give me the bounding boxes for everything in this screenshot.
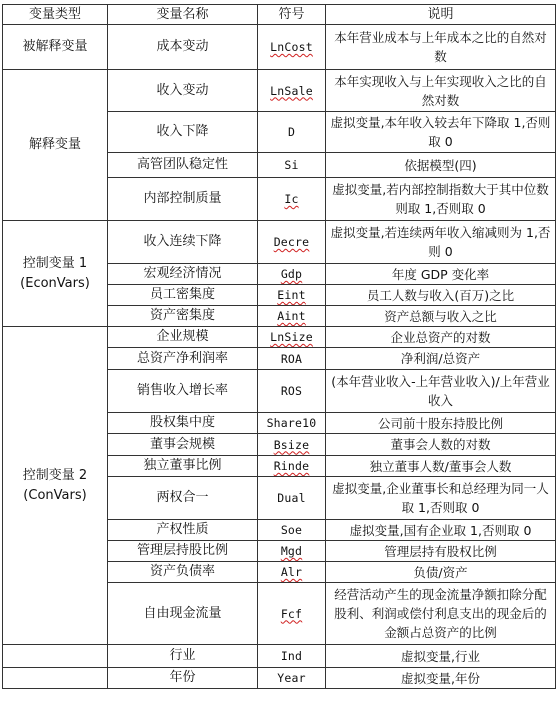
variable-description: 本年营业成本与上年成本之比的自然对数 xyxy=(326,25,556,70)
spellcheck-underline: Aint xyxy=(277,309,306,323)
variable-name: 资产负债率 xyxy=(108,562,258,583)
variable-name: 员工密集度 xyxy=(108,285,258,306)
variable-symbol xyxy=(258,306,326,327)
header-symbol: 符号 xyxy=(258,5,326,25)
variable-name: 销售收入增长率 xyxy=(108,370,258,413)
header-row xyxy=(3,5,556,25)
spellcheck-underline: LnCost xyxy=(270,40,313,54)
variable-description: 资产总额与收入之比 xyxy=(326,306,556,327)
variable-description: 虚拟变量,若连续两年收入缩减则为 1,否则 0 xyxy=(326,221,556,264)
variable-name: 宏观经济情况 xyxy=(108,264,258,285)
variable-symbol xyxy=(258,541,326,562)
group-empty xyxy=(3,668,108,689)
variable-name: 董事会规模 xyxy=(108,434,258,456)
variable-name: 自由现金流量 xyxy=(108,583,258,645)
group-control-1-title: 控制变量 1 xyxy=(22,255,88,271)
variable-symbol: Year xyxy=(258,668,326,689)
variable-description: 年度 GDP 变化率 xyxy=(326,264,556,285)
variable-description: 虚拟变量,企业董事长和总经理为同一人取 1,否则取 0 xyxy=(326,477,556,520)
spellcheck-underline: Fcf xyxy=(280,606,303,621)
variable-description: 负债/资产 xyxy=(326,562,556,583)
variable-description: 虚拟变量,本年收入较去年下降取 1,否则取 0 xyxy=(326,112,556,153)
variable-name: 收入变动 xyxy=(108,70,258,112)
table-row xyxy=(3,70,556,112)
variable-name: 企业规模 xyxy=(108,327,258,348)
variable-symbol xyxy=(258,264,326,285)
variable-name: 两权合一 xyxy=(108,477,258,520)
group-control-2-title: 控制变量 2 xyxy=(22,467,88,483)
variable-symbol: D xyxy=(258,112,326,153)
variable-name: 年份 xyxy=(108,668,258,689)
table-row xyxy=(3,221,556,264)
variable-name: 收入连续下降 xyxy=(108,221,258,264)
variable-name: 收入下降 xyxy=(108,112,258,153)
group-control-2 xyxy=(3,327,108,645)
variable-name: 行业 xyxy=(108,645,258,668)
variable-symbol xyxy=(258,178,326,221)
variable-name: 内部控制质量 xyxy=(108,178,258,221)
variable-name: 管理层持股比例 xyxy=(108,541,258,562)
variable-name: 产权性质 xyxy=(108,520,258,541)
variable-symbol: Ind xyxy=(258,645,326,668)
header-name: 变量名称 xyxy=(108,5,258,25)
variable-description: 虚拟变量,国有企业取 1,否则取 0 xyxy=(326,520,556,541)
variable-symbol: ROS xyxy=(258,370,326,413)
variable-symbol xyxy=(258,285,326,306)
variable-name: 资产密集度 xyxy=(108,306,258,327)
group-control-1 xyxy=(3,221,108,327)
spellcheck-underline: Decre xyxy=(273,235,310,249)
variable-description: 虚拟变量,行业 xyxy=(326,645,556,668)
spellcheck-underline: Rinde xyxy=(273,459,310,473)
group-dependent: 被解释变量 xyxy=(3,25,108,70)
variable-symbol xyxy=(258,70,326,112)
spellcheck-underline: Bsize xyxy=(273,437,310,452)
variable-symbol xyxy=(258,456,326,477)
variable-name: 成本变动 xyxy=(108,25,258,70)
spellcheck-underline: Alr xyxy=(280,565,303,579)
variable-description: 经营活动产生的现金流量净额扣除分配股利、利润或偿付利息支出的现金后的金额占总资产的比例 xyxy=(326,583,556,645)
variable-description: 管理层持有股权比例 xyxy=(326,541,556,562)
table-row xyxy=(3,668,556,689)
variable-symbol: Dual xyxy=(258,477,326,520)
variable-description: 虚拟变量,若内部控制指数大于其中位数则取 1,否则取 0 xyxy=(326,178,556,221)
variable-description: 企业总资产的对数 xyxy=(326,327,556,348)
variable-symbol xyxy=(258,25,326,70)
variable-symbol: ROA xyxy=(258,348,326,370)
variable-description: 独立董事人数/董事会人数 xyxy=(326,456,556,477)
variable-description: (本年营业收入-上年营业收入)/上年营业收入 xyxy=(326,370,556,413)
variable-symbol xyxy=(258,221,326,264)
variable-description: 依据模型(四) xyxy=(326,153,556,178)
group-explanatory: 解释变量 xyxy=(3,70,108,221)
variable-description: 虚拟变量,年份 xyxy=(326,668,556,689)
spellcheck-underline: Ic xyxy=(284,192,299,206)
spellcheck-underline: Eint xyxy=(277,288,306,302)
variable-symbol xyxy=(258,434,326,456)
variable-symbol xyxy=(258,327,326,348)
variable-description: 本年实现收入与上年实现收入之比的自然对数 xyxy=(326,70,556,112)
header-category: 变量类型 xyxy=(3,5,108,25)
spellcheck-underline: LnSize xyxy=(270,330,313,344)
header-description: 说明 xyxy=(326,5,556,25)
group-empty xyxy=(3,645,108,668)
variable-name: 独立董事比例 xyxy=(108,456,258,477)
group-control-2-code: (ConVars) xyxy=(23,487,87,503)
spellcheck-underline: Mgd xyxy=(280,544,303,558)
spellcheck-underline: LnSale xyxy=(270,83,313,98)
variable-definition-table-page xyxy=(2,4,555,702)
variable-description: 董事会人数的对数 xyxy=(326,434,556,456)
variable-symbol xyxy=(258,562,326,583)
table-row xyxy=(3,645,556,668)
variable-description: 员工人数与收入(百万)之比 xyxy=(326,285,556,306)
variable-description: 公司前十股东持股比例 xyxy=(326,413,556,434)
variable-name: 总资产净利润率 xyxy=(108,348,258,370)
table-row xyxy=(3,25,556,70)
variable-name: 股权集中度 xyxy=(108,413,258,434)
variable-name: 高管团队稳定性 xyxy=(108,153,258,178)
table-row xyxy=(3,327,556,348)
variable-symbol: Share10 xyxy=(258,413,326,434)
variable-symbol xyxy=(258,583,326,645)
group-control-1-code: (EconVars) xyxy=(20,275,90,291)
variable-description: 净利润/总资产 xyxy=(326,348,556,370)
variable-symbol: Si xyxy=(258,153,326,178)
spellcheck-underline: Gdp xyxy=(280,267,303,281)
variable-symbol: Soe xyxy=(258,520,326,541)
variable-definition-table xyxy=(2,4,556,689)
